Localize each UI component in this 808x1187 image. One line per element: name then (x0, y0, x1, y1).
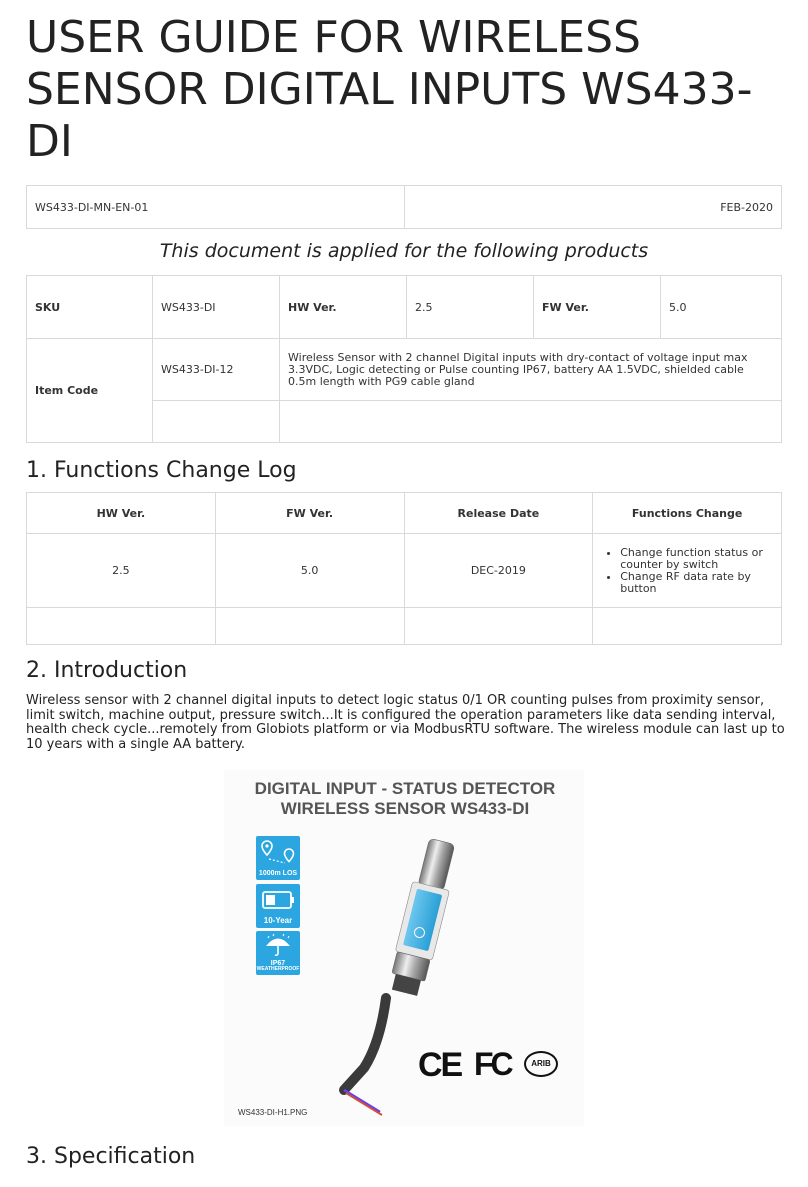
list-item: • Change function status or counter by switch (620, 547, 780, 571)
fw-ver-label: FW Ver. (534, 276, 661, 339)
table-row (27, 608, 782, 645)
umbrella-icon (256, 931, 300, 959)
weatherproof-badge-label: WEATHERPROOF (256, 966, 300, 972)
document-date: FEB-2020 (404, 186, 782, 229)
document-code: WS433-DI-MN-EN-01 (27, 186, 405, 229)
sku-value: WS433-DI (153, 276, 280, 339)
introduction-text: Wireless sensor with 2 channel digital inputs to detect logic status 0/1 OR counting pulses from proximity sensor, limit switch, machine output, pressure switch...It is configured the operation parameters like data sending interval, health check cycle...remotely from Globiots platform or via ModbusRTU software. The wireless module can last up to 10 years with a single AA battery. (26, 693, 785, 752)
ce-mark: CE (418, 1046, 462, 1084)
functions-change-list (594, 547, 780, 595)
empty-cell (280, 401, 782, 443)
battery-badge (256, 884, 300, 928)
battery-icon (256, 884, 300, 916)
product-image (224, 770, 584, 1126)
item-code-value: WS433-DI-12 (153, 339, 280, 401)
section-heading-specification: 3. Specification (26, 1144, 196, 1169)
document-meta-table (26, 185, 782, 229)
weatherproof-badge (256, 931, 300, 975)
row-hw-ver: 2.5 (27, 534, 216, 608)
applied-products-heading: This document is applied for the following products (159, 240, 649, 262)
list-item: • Change RF data rate by button (620, 571, 780, 595)
column-header-release-date: Release Date (404, 493, 593, 534)
row-release-date: DEC-2019 (404, 534, 593, 608)
item-description: Wireless Sensor with 2 channel Digital inputs with dry-contact of voltage input max 3.3VDC, Logic detecting or Pulse counting IP67, battery AA 1.5VDC, shielded cable 0.5m length with PG9 cable gland (280, 339, 782, 401)
item-code-label: Item Code (27, 339, 153, 443)
empty-cell (404, 608, 593, 645)
fcc-mark: FC (474, 1046, 511, 1082)
hw-ver-value: 2.5 (407, 276, 534, 339)
battery-badge-label: 10-Year (263, 916, 293, 925)
section-heading-change-log: 1. Functions Change Log (26, 458, 297, 483)
empty-cell (593, 608, 782, 645)
column-header-hw: HW Ver. (27, 493, 216, 534)
change-log-table (26, 492, 782, 645)
figure-title-line-2: WIRELESS SENSOR WS433-DI (280, 799, 530, 818)
arib-mark: ARIB (524, 1051, 558, 1077)
column-header-functions-change: Functions Change (593, 493, 782, 534)
weatherproof-badge-ip: IP67 (270, 960, 286, 967)
empty-cell (27, 608, 216, 645)
row-fw-ver: 5.0 (215, 534, 404, 608)
section-heading-introduction: 2. Introduction (26, 658, 188, 683)
figure-caption: WS433-DI-H1.PNG (238, 1108, 308, 1117)
empty-cell (153, 401, 280, 443)
column-header-fw: FW Ver. (215, 493, 404, 534)
hw-ver-label: HW Ver. (280, 276, 407, 339)
table-row (27, 534, 782, 608)
document-title: USER GUIDE FOR WIRELESS SENSOR DIGITAL INPUTS WS433-DI (26, 12, 753, 167)
location-pin-icon (256, 836, 300, 868)
range-badge-label: 1000m LOS (258, 870, 298, 877)
range-badge (256, 836, 300, 880)
row-functions-change (593, 534, 782, 608)
fw-ver-value: 5.0 (661, 276, 782, 339)
products-table (26, 275, 782, 443)
sku-label: SKU (27, 276, 153, 339)
figure-title-line-1: DIGITAL INPUT - STATUS DETECTOR (254, 779, 556, 798)
empty-cell (215, 608, 404, 645)
